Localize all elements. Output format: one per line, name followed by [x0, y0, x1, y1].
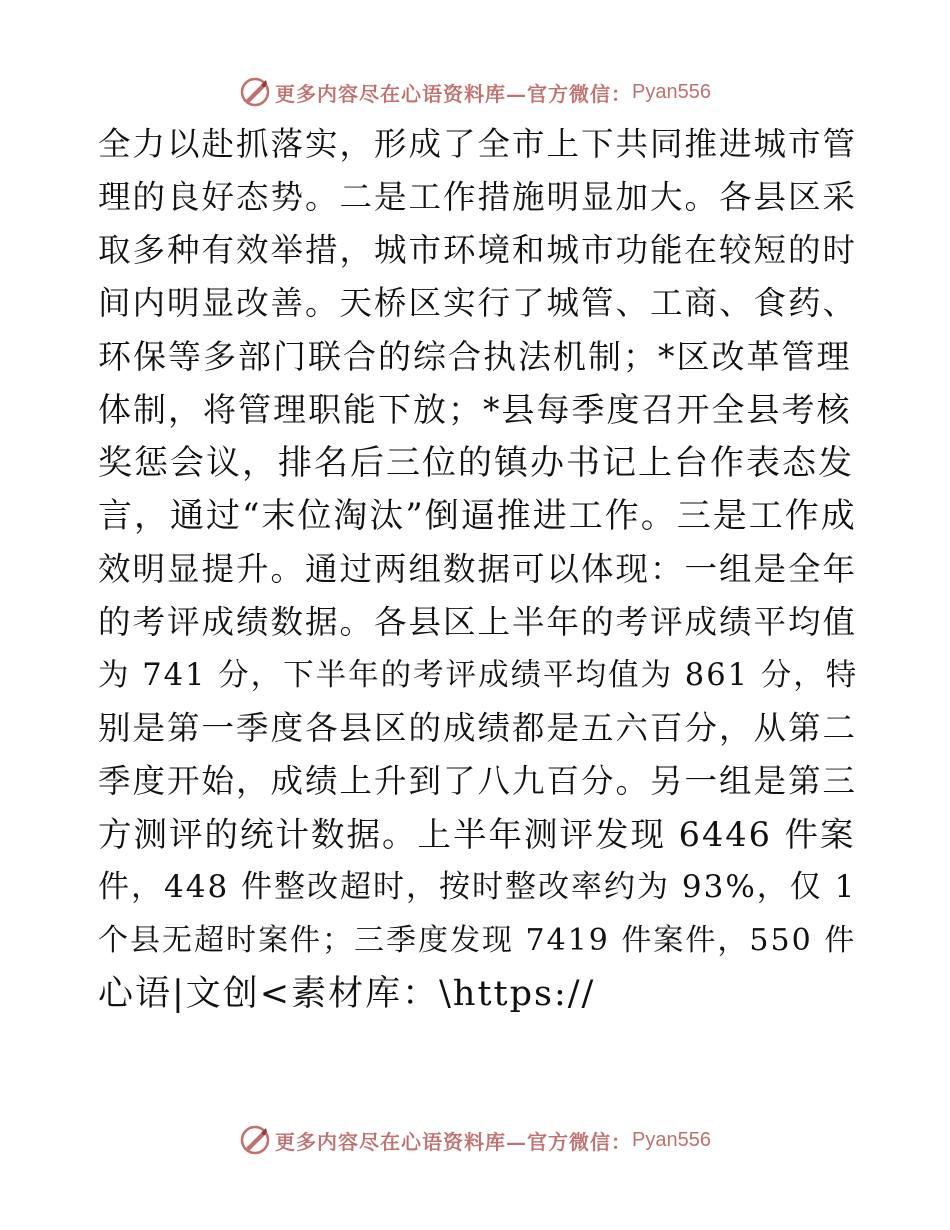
banner-wechat-id: Pyan556 [632, 1128, 711, 1151]
text-line: 间内明显改善。天桥区实行了城管、工商、食药、 [98, 284, 858, 323]
text-line: 体制，将管理职能下放；*县每季度召开全县考核 [98, 390, 852, 430]
banner-text: 更多内容尽在心语资料库—官方微信： [275, 1129, 633, 1154]
pen-nib-circle-icon [239, 1124, 271, 1156]
text-line: 全力以赴抓落实，形成了全市上下共同推进城市管 [98, 125, 858, 163]
text-line: 方测评的统计数据。上半年测评发现 6446 件案 [98, 815, 856, 855]
pen-nib-circle-icon [239, 76, 271, 108]
text-line: 个县无超时案件；三季度发现 7419 件案件，550 件 [98, 923, 857, 959]
text-line: 奖惩会议，排名后三位的镇办书记上台作表态发 [98, 442, 854, 483]
banner-text: 更多内容尽在心语资料库—官方微信： [275, 81, 633, 106]
header-banner [0, 72, 950, 112]
text-line: 理的良好态势。二是工作措施明显加大。各县区采 [98, 178, 858, 217]
footer-banner [0, 1120, 950, 1160]
text-line: 环保等多部门联合的综合执法机制；*区改革管理 [98, 337, 852, 377]
text-line: 效明显提升。通过两组数据可以体现：一组是全年 [98, 549, 858, 588]
text-line: 季度开始，成绩上升到了八九百分。另一组是第三 [98, 762, 858, 801]
text-line: 取多种有效举措，城市环境和城市功能在较短的时 [98, 231, 858, 270]
text-line: 心语|文创<素材库：\https:// [98, 973, 596, 1014]
text-line: 的考评成绩数据。各县区上半年的考评成绩平均值 [98, 602, 858, 641]
banner-wechat-id: Pyan556 [632, 80, 711, 103]
text-line: 别是第一季度各县区的成绩都是五六百分，从第二 [98, 709, 858, 748]
text-line: 为 741 分，下半年的考评成绩平均值为 861 分，特 [98, 657, 859, 693]
text-line: 件，448 件整改超时，按时整改率约为 93%，仅 1 [98, 869, 857, 906]
text-line: 言，通过“末位淘汰”倒逼推进工作。三是工作成 [98, 495, 857, 536]
document-body [98, 118, 858, 1021]
